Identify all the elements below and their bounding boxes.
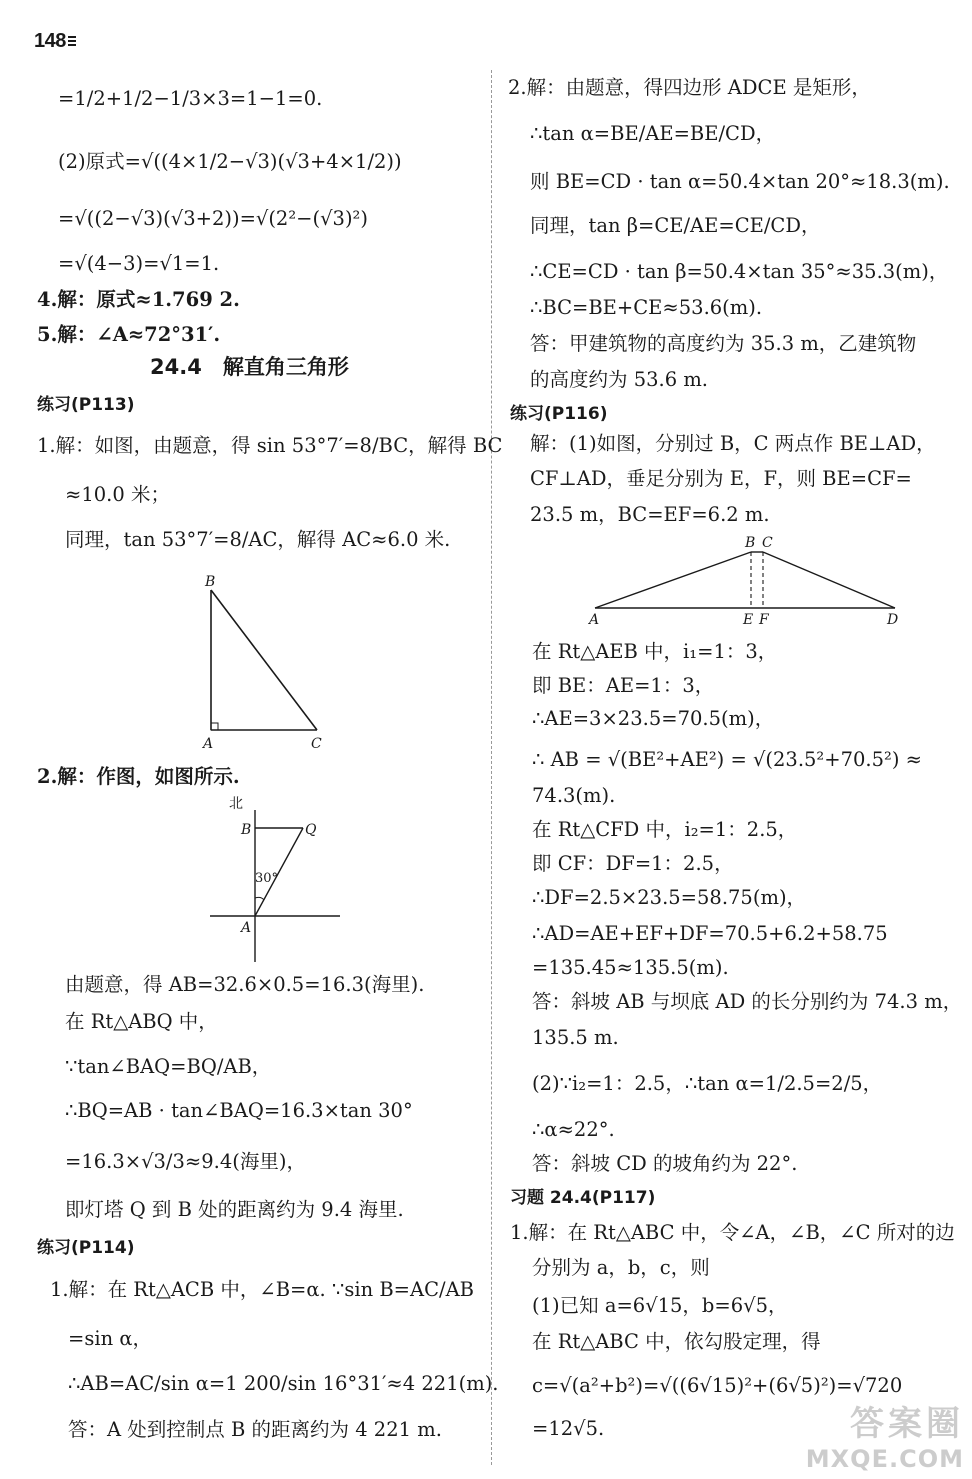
right-exercise-heading-1: 练习(P116) bbox=[510, 404, 608, 424]
dam-label-c: C bbox=[762, 535, 773, 551]
triangle-label-b: B bbox=[205, 574, 216, 590]
left-line-5: 4.解：原式≈1.769 2. bbox=[37, 288, 240, 311]
right-exercise-heading-2: 习题 24.4(P117) bbox=[510, 1188, 656, 1208]
dam-label-e: E bbox=[743, 612, 754, 628]
watermark-line-2: MXQE.COM bbox=[805, 1445, 964, 1473]
left-line-17: =16.3×√3/3≈9.4(海里)， bbox=[65, 1150, 306, 1173]
left-line-4: =√(4−3)=√1=1. bbox=[58, 252, 220, 275]
right-line-12: 23.5 m，BC=EF=6.2 m. bbox=[530, 503, 770, 526]
right-line-24: 135.5 m. bbox=[532, 1026, 619, 1049]
left-line-13: 由题意，得 AB=32.6×0.5=16.3(海里). bbox=[65, 973, 425, 996]
right-line-34: =12√5. bbox=[532, 1417, 605, 1440]
dam-label-f: F bbox=[759, 612, 769, 628]
right-line-8: 的高度约为 53.6 m. bbox=[530, 368, 709, 391]
column-divider bbox=[491, 70, 492, 1465]
triangle-label-c: C bbox=[311, 736, 322, 752]
triangle-label-a: A bbox=[203, 736, 214, 752]
compass-figure bbox=[205, 790, 350, 965]
right-line-31: (1)已知 a=6√15，b=6√5， bbox=[532, 1294, 788, 1317]
right-line-14: 即 BE：AE=1：3， bbox=[532, 674, 715, 697]
compass-label-a: A bbox=[241, 920, 252, 936]
right-line-20: ∴DF=2.5×23.5=58.75(m)， bbox=[532, 886, 807, 909]
right-line-22: =135.45≈135.5(m). bbox=[532, 956, 729, 979]
compass-label-angle: 30° bbox=[255, 871, 279, 886]
right-line-3: 则 BE=CD · tan α=50.4×tan 20°≈18.3(m). bbox=[530, 170, 950, 193]
right-line-27: 答：斜坡 CD 的坡角约为 22°. bbox=[532, 1152, 798, 1175]
right-line-11: CF⊥AD，垂足分别为 E，F，则 BE=CF= bbox=[530, 467, 912, 490]
right-line-1: 2.解：由题意，得四边形 ADCE 是矩形， bbox=[508, 76, 871, 99]
left-line-14: 在 Rt△ABQ 中， bbox=[65, 1010, 218, 1033]
page-mark-icon bbox=[68, 36, 76, 46]
left-line-22: ∴AB=AC/sin α=1 200/sin 16°31′≈4 221(m). bbox=[68, 1372, 499, 1395]
left-line-6: 5.解：∠A≈72°31′. bbox=[37, 323, 221, 346]
left-line-23: 答：A 处到控制点 B 的距离约为 4 221 m. bbox=[68, 1418, 442, 1441]
section-title: 24.4 解直角三角形 bbox=[150, 355, 349, 379]
left-line-15: ∵tan∠BAQ=BQ/AB， bbox=[65, 1055, 272, 1078]
left-line-1: =1/2+1/2−1/3×3=1−1=0. bbox=[58, 87, 323, 110]
right-line-25: (2)∵i₂=1：2.5，∴tan α=1/2.5=2/5， bbox=[532, 1072, 883, 1095]
left-line-3: =√((2−√3)(√3+2))=√(2²−(√3)²) bbox=[58, 207, 368, 230]
compass-label-b: B bbox=[241, 822, 252, 838]
right-line-4: 同理，tan β=CE/AE=CE/CD， bbox=[530, 214, 821, 237]
watermark-line-1: 答案圈 bbox=[850, 1404, 964, 1444]
left-line-21: =sin α， bbox=[68, 1327, 153, 1350]
left-line-20: 1.解：在 Rt△ACB 中，∠B=α. ∵sin B=AC/AB bbox=[50, 1278, 474, 1301]
right-line-23: 答：斜坡 AB 与坝底 AD 的长分别约为 74.3 m， bbox=[532, 990, 963, 1013]
right-line-21: ∴AD=AE+EF+DF=70.5+6.2+58.75 bbox=[532, 922, 888, 945]
dam-label-b: B bbox=[745, 535, 756, 551]
right-line-10: 解：(1)如图，分别过 B，C 两点作 BE⊥AD， bbox=[530, 432, 936, 455]
right-line-29: 1.解：在 Rt△ABC 中，令∠A，∠B，∠C 所对的边 bbox=[510, 1221, 955, 1244]
left-line-12: 2.解：作图，如图所示. bbox=[37, 765, 240, 788]
left-line-18: 即灯塔 Q 到 B 处的距离约为 9.4 海里. bbox=[65, 1198, 404, 1221]
left-line-2: (2)原式=√((4×1/2−√3)(√3+4×1/2)) bbox=[58, 150, 402, 173]
left-exercise-heading-2: 练习(P114) bbox=[37, 1238, 135, 1258]
right-line-33: c=√(a²+b²)=√((6√15)²+(6√5)²)=√720 bbox=[532, 1374, 903, 1397]
right-line-19: 即 CF：DF=1：2.5， bbox=[532, 852, 734, 875]
left-line-10: ≈10.0 米； bbox=[65, 483, 170, 506]
dam-label-d: D bbox=[887, 612, 899, 628]
right-line-32: 在 Rt△ABC 中，依勾股定理，得 bbox=[532, 1330, 821, 1353]
compass-label-north: 北 bbox=[229, 796, 243, 812]
page-number: 148 bbox=[34, 30, 76, 53]
right-line-18: 在 Rt△CFD 中，i₂=1：2.5， bbox=[532, 818, 798, 841]
right-line-5: ∴CE=CD · tan β=50.4×tan 35°≈35.3(m)， bbox=[530, 260, 949, 283]
right-line-13: 在 Rt△AEB 中，i₁=1：3， bbox=[532, 640, 778, 663]
dam-cross-section-figure bbox=[585, 530, 915, 630]
left-line-11: 同理，tan 53°7′=8/AC，解得 AC≈6.0 米. bbox=[65, 528, 451, 551]
right-triangle-figure bbox=[195, 570, 335, 755]
compass-label-q: Q bbox=[305, 822, 317, 838]
right-line-26: ∴α≈22°. bbox=[532, 1118, 615, 1141]
left-line-16: ∴BQ=AB · tan∠BAQ=16.3×tan 30° bbox=[65, 1099, 413, 1122]
left-line-9: 1.解：如图，由题意，得 sin 53°7′=8/BC，解得 BC bbox=[37, 434, 503, 457]
right-line-7: 答：甲建筑物的高度约为 35.3 m，乙建筑物 bbox=[530, 332, 917, 355]
right-line-2: ∴tan α=BE/AE=BE/CD， bbox=[530, 122, 776, 145]
site-watermark bbox=[806, 1396, 964, 1473]
right-line-17: 74.3(m). bbox=[532, 784, 616, 807]
right-line-6: ∴BC=BE+CE≈53.6(m). bbox=[530, 296, 763, 319]
right-line-15: ∴AE=3×23.5=70.5(m)， bbox=[532, 707, 775, 730]
dam-label-a: A bbox=[589, 612, 600, 628]
left-exercise-heading-1: 练习(P113) bbox=[37, 395, 135, 415]
right-line-30: 分别为 a，b，c，则 bbox=[532, 1256, 710, 1279]
right-line-16: ∴ AB = √(BE²+AE²) = √(23.5²+70.5²) ≈ bbox=[532, 748, 922, 771]
